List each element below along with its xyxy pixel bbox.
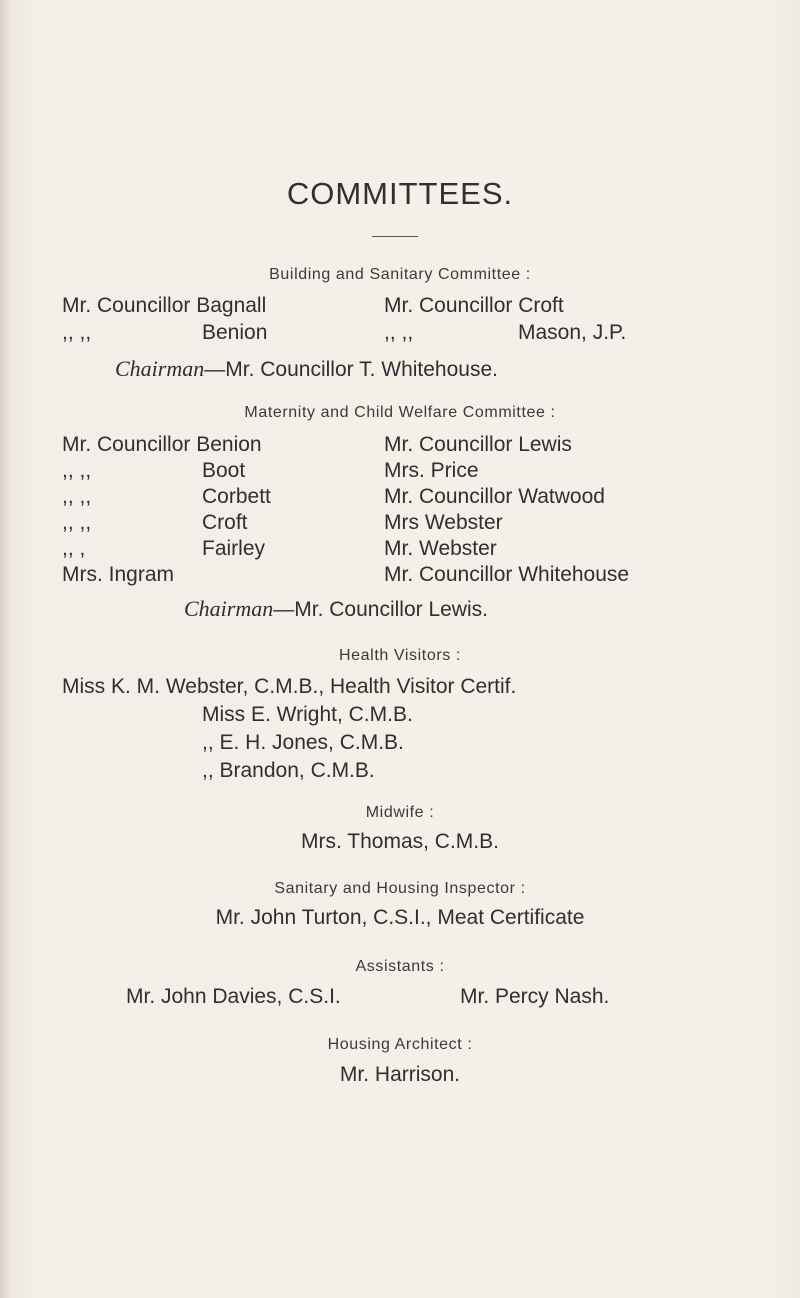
building-member-bagnall: Mr. Councillor Bagnall — [62, 294, 267, 317]
maternity-member-lewis: Mr. Councillor Lewis — [384, 433, 572, 456]
assistant-nash: Mr. Percy Nash. — [460, 985, 610, 1008]
health-visitor-brandon: ,, Brandon, C.M.B. — [202, 759, 375, 782]
maternity-ditto-4: ,, , — [62, 537, 86, 560]
maternity-committee-heading: Maternity and Child Welfare Committee : — [244, 404, 556, 421]
health-visitor-wright: Miss E. Wright, C.M.B. — [202, 703, 413, 726]
sanitary-inspector-heading: Sanitary and Housing Inspector : — [274, 880, 526, 897]
building-member-croft: Mr. Councillor Croft — [384, 294, 564, 317]
page-title: COMMITTEES. — [286, 176, 514, 211]
building-member-mason: Mason, J.P. — [518, 321, 627, 344]
maternity-member-watwood: Mr. Councillor Watwood — [384, 485, 605, 508]
maternity-member-boot: Boot — [202, 459, 246, 482]
maternity-member-fairley: Fairley — [202, 537, 266, 560]
maternity-member-whitehouse: Mr. Councillor Whitehouse — [384, 563, 630, 586]
health-visitors-heading: Health Visitors : — [339, 647, 461, 664]
midwife-heading: Midwife : — [365, 804, 435, 821]
maternity-member-mr-webster: Mr. Webster — [384, 537, 497, 560]
assistants-heading: Assistants : — [355, 958, 445, 975]
maternity-chairman — [184, 596, 488, 622]
maternity-member-benion: Mr. Councillor Benion — [62, 433, 262, 456]
health-visitor-webster: Miss K. M. Webster, C.M.B., Health Visitor Certif. — [62, 675, 517, 698]
midwife-name: Mrs. Thomas, C.M.B. — [301, 830, 499, 853]
health-visitor-jones: ,, E. H. Jones, C.M.B. — [202, 731, 404, 754]
maternity-ditto-1: ,, ,, — [62, 459, 92, 482]
assistant-davies: Mr. John Davies, C.S.I. — [126, 985, 341, 1008]
maternity-ditto-2: ,, ,, — [62, 485, 92, 508]
maternity-member-price: Mrs. Price — [384, 459, 479, 482]
building-chairman — [115, 356, 498, 382]
housing-architect-heading: Housing Architect : — [327, 1036, 473, 1053]
maternity-chairman-name: —Mr. Councillor Lewis. — [273, 598, 488, 621]
building-member-benion: Benion — [202, 321, 268, 344]
building-committee-heading: Building and Sanitary Committee : — [269, 266, 531, 283]
building-chairman-label: Chairman — [115, 356, 205, 381]
maternity-member-corbett: Corbett — [202, 485, 271, 508]
maternity-ditto-3: ,, ,, — [62, 511, 92, 534]
maternity-member-croft: Croft — [202, 511, 248, 534]
building-member-mason-ditto: ,, ,, — [384, 321, 414, 344]
maternity-member-mrs-webster: Mrs Webster — [384, 511, 503, 534]
title-divider — [372, 236, 418, 237]
sanitary-inspector-name: Mr. John Turton, C.S.I., Meat Certificate — [215, 906, 585, 929]
housing-architect-name: Mr. Harrison. — [339, 1063, 461, 1086]
maternity-member-ingram: Mrs. Ingram — [62, 563, 175, 586]
maternity-chairman-label: Chairman — [184, 596, 274, 621]
building-chairman-name: —Mr. Councillor T. Whitehouse. — [204, 358, 498, 381]
building-member-benion-ditto: ,, ,, — [62, 321, 92, 344]
